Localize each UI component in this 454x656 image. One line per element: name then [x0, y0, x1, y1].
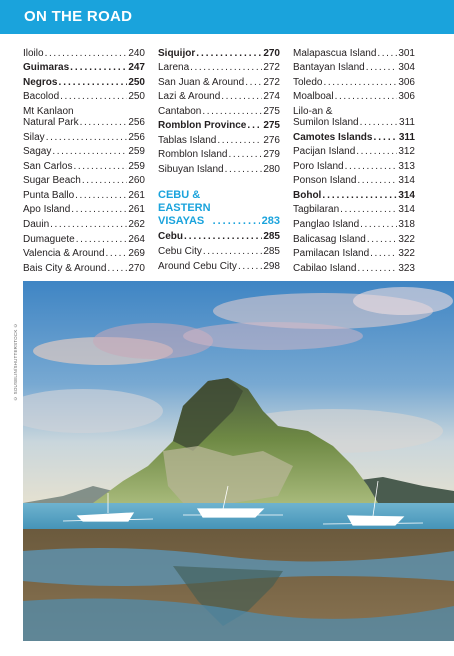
toc-entry-page: 247	[128, 62, 145, 74]
toc-entry-name: Bohol	[293, 189, 322, 201]
leader-dots	[245, 77, 262, 88]
toc-entry-page: 250	[128, 76, 145, 88]
toc-entry-page: 261	[128, 189, 145, 201]
toc-entry[interactable]	[293, 245, 415, 260]
toc-entry-name: Tablas Island	[158, 134, 217, 146]
leader-dots	[70, 62, 127, 73]
leader-dots	[238, 261, 262, 272]
toc-entry-name: Guimaras	[23, 62, 70, 74]
toc-entry[interactable]	[293, 143, 415, 158]
toc-entry-name: Silay	[23, 131, 45, 143]
toc-entry[interactable]	[158, 160, 280, 175]
toc-entry[interactable]	[158, 146, 280, 161]
toc-entry[interactable]	[293, 102, 415, 128]
toc-entry-name: Pamilacan Island	[293, 248, 370, 260]
leader-dots	[203, 246, 262, 257]
toc-entry-name: Pacijan Island	[293, 146, 356, 158]
toc-entry-name: Romblon Island	[158, 149, 228, 161]
toc-entry-page: 312	[398, 146, 415, 158]
toc-entry-name: Negros	[23, 76, 58, 88]
toc-entry[interactable]	[158, 44, 280, 59]
toc-column-3	[293, 44, 415, 274]
leader-dots	[60, 91, 127, 102]
toc-entry-name: Toledo	[293, 76, 323, 88]
toc-column-1	[23, 44, 145, 274]
leader-dots	[202, 106, 262, 117]
toc-entry[interactable]	[23, 172, 145, 187]
toc-entry[interactable]	[293, 44, 415, 59]
toc-entry-page: 298	[263, 260, 280, 272]
leader-dots	[356, 146, 397, 157]
toc-entry[interactable]	[158, 131, 280, 146]
leader-dots	[196, 48, 262, 59]
toc-entry-page: 270	[128, 262, 145, 274]
leader-dots	[73, 161, 127, 172]
toc-entry-name: Malapascua Island	[293, 47, 377, 59]
toc-entry[interactable]	[158, 102, 280, 117]
leader-dots	[71, 204, 127, 215]
leader-dots	[75, 190, 127, 201]
toc-entry[interactable]	[293, 88, 415, 103]
leader-dots	[247, 120, 262, 131]
toc-entry-name: Sibuyan Island	[158, 163, 224, 175]
toc-entry-name: San Carlos	[23, 160, 73, 172]
toc-entry-page: 272	[263, 62, 280, 74]
toc-entry[interactable]	[23, 201, 145, 216]
toc-entry[interactable]	[23, 59, 145, 74]
leader-dots	[340, 204, 397, 215]
toc-entry[interactable]	[23, 259, 145, 274]
toc-entry-page: 301	[398, 47, 415, 59]
leader-dots	[335, 91, 398, 102]
toc-entry[interactable]	[293, 215, 415, 230]
toc-entry[interactable]	[23, 215, 145, 230]
toc-entry-page: 269	[128, 248, 145, 260]
toc-entry-page: 306	[398, 76, 415, 88]
section-gap	[158, 175, 280, 189]
toc-entry-name: Lazi & Around	[158, 91, 221, 103]
toc-entry[interactable]	[23, 128, 145, 143]
section-header-bar	[0, 0, 454, 34]
toc-entry-name: Cebu	[158, 231, 183, 243]
section-title: ON THE ROAD	[24, 8, 133, 25]
toc-entry-name: Mt Kanlaon Natural Park	[23, 106, 79, 129]
toc-entry-name: Lilo-an & Sumilon Island	[293, 106, 359, 129]
leader-dots	[221, 91, 262, 102]
toc-entry-name: Iloilo	[23, 47, 44, 59]
toc-entry[interactable]	[23, 73, 145, 88]
leader-dots	[80, 117, 128, 128]
toc-column-2	[158, 44, 280, 272]
toc-entry-name: Romblon Province	[158, 120, 247, 132]
toc-entry-page: 279	[263, 149, 280, 161]
leader-dots	[107, 263, 127, 274]
toc-entry[interactable]	[158, 257, 280, 272]
toc-entry-name: Poro Island	[293, 160, 344, 172]
toc-entry-page: 256	[128, 117, 145, 129]
toc-entry-name: Bantayan Island	[293, 62, 365, 74]
toc-entry[interactable]	[23, 143, 145, 158]
leader-dots	[366, 62, 398, 73]
toc-entry-page: 318	[398, 219, 415, 231]
toc-entry-page: 262	[128, 219, 145, 231]
photo-credit: © SOUSELIN/SHUTTERSTOCK ©	[13, 322, 18, 401]
toc-entry-page: 313	[398, 160, 415, 172]
toc-entry-page: 256	[128, 131, 145, 143]
toc-entry-page: 261	[128, 204, 145, 216]
toc-entry[interactable]	[293, 128, 415, 143]
leader-dots	[50, 219, 127, 230]
toc-entry-name: Siquijor	[158, 47, 196, 59]
toc-entry[interactable]	[293, 73, 415, 88]
toc-entry-page: 259	[128, 160, 145, 172]
toc-entry[interactable]	[23, 102, 145, 128]
toc-entry-name: Moalboal	[293, 91, 334, 103]
toc-entry-page: 322	[398, 248, 415, 260]
toc-entry[interactable]	[158, 242, 280, 257]
leader-dots	[345, 161, 398, 172]
leader-dots	[228, 149, 262, 160]
toc-entry-page: 314	[398, 189, 415, 201]
toc-entry-page: 270	[263, 47, 280, 59]
toc-entry[interactable]	[23, 44, 145, 59]
leader-dots	[360, 117, 398, 128]
leader-dots	[76, 234, 128, 245]
toc-entry-name: Sagay	[23, 146, 52, 158]
toc-entry-name: Cabilao Island	[293, 262, 357, 274]
toc-entry-page: 322	[398, 233, 415, 245]
toc-entry-name: Tagbilaran	[293, 204, 340, 216]
toc-entry-name: Cebu City	[158, 246, 202, 258]
toc-entry[interactable]	[158, 117, 280, 132]
toc-entry[interactable]	[158, 228, 280, 243]
leader-dots	[323, 77, 397, 88]
toc-entry-page: 285	[263, 246, 280, 258]
landscape-photo	[23, 281, 454, 641]
leader-dots	[357, 175, 397, 186]
toc-entry[interactable]	[158, 88, 280, 103]
toc-entry-name: Cantabon	[158, 105, 202, 117]
toc-entry-page: 276	[263, 134, 280, 146]
toc-entry[interactable]	[293, 230, 415, 245]
toc-entry-name: Bais City & Around	[23, 262, 107, 274]
region-heading-name: CEBU & EASTERN VISAYAS	[158, 188, 211, 227]
toc-entry[interactable]	[158, 73, 280, 88]
leader-dots	[357, 263, 397, 274]
toc-entry-page: 260	[128, 175, 145, 187]
region-heading-page: 283	[261, 214, 280, 227]
toc-entry-name: Ponson Island	[293, 175, 357, 187]
toc-entry-name: Panglao Island	[293, 219, 360, 231]
toc-entry-name: Dauin	[23, 219, 50, 231]
leader-dots	[82, 175, 127, 186]
leader-dots	[367, 234, 397, 245]
toc-entry-name: Bacolod	[23, 91, 60, 103]
toc-entry[interactable]	[293, 172, 415, 187]
toc-entry-name: Around Cebu City	[158, 260, 237, 272]
toc-entry-page: 280	[263, 163, 280, 175]
leader-dots	[373, 132, 397, 143]
leader-dots	[52, 146, 127, 157]
toc-entry-page: 314	[398, 204, 415, 216]
toc-entry-page: 275	[263, 105, 280, 117]
toc-entry[interactable]	[293, 157, 415, 172]
toc-entry-page: 272	[263, 76, 280, 88]
leader-dots	[58, 77, 127, 88]
leader-dots	[360, 219, 397, 230]
leader-dots	[377, 48, 397, 59]
toc-entry-name: Sugar Beach	[23, 175, 81, 187]
toc-entry[interactable]	[23, 88, 145, 103]
toc-entry-name: Apo Island	[23, 204, 71, 216]
toc-entry-page: 274	[263, 91, 280, 103]
leader-dots	[46, 132, 128, 143]
toc-entry-page: 311	[398, 131, 415, 143]
toc-entry-name: Larena	[158, 62, 190, 74]
toc-entry-page: 314	[398, 175, 415, 187]
leader-dots	[213, 215, 260, 228]
toc-entry-page: 250	[128, 91, 145, 103]
leader-dots	[217, 135, 262, 146]
toc-entry[interactable]	[293, 201, 415, 216]
toc-entry-page: 285	[263, 231, 280, 243]
toc-entry-page: 306	[398, 91, 415, 103]
toc-entry-page: 240	[128, 47, 145, 59]
leader-dots	[225, 164, 263, 175]
toc-entry-page: 259	[128, 146, 145, 158]
toc-entry-name: Balicasag Island	[293, 233, 366, 245]
toc-entry-page: 323	[398, 262, 415, 274]
leader-dots	[370, 248, 397, 259]
leader-dots	[184, 231, 262, 242]
toc-entry-name: Dumaguete	[23, 233, 75, 245]
toc-entry[interactable]	[158, 59, 280, 74]
toc-entry-name: Punta Ballo	[23, 189, 75, 201]
toc-entry[interactable]	[23, 245, 145, 260]
toc-entry-name: San Juan & Around	[158, 76, 245, 88]
toc-entry-name: Camotes Islands	[293, 131, 373, 143]
region-heading[interactable]	[158, 189, 280, 228]
toc-entry-page: 275	[263, 120, 280, 132]
toc-entry[interactable]	[293, 59, 415, 74]
toc-entry[interactable]	[23, 157, 145, 172]
toc-entry-page: 311	[399, 117, 415, 129]
toc-entry[interactable]	[23, 230, 145, 245]
leader-dots	[322, 190, 397, 201]
leader-dots	[190, 62, 262, 73]
toc-entry-page: 264	[128, 233, 145, 245]
leader-dots	[45, 48, 128, 59]
toc-entry[interactable]	[23, 186, 145, 201]
toc-entry[interactable]	[293, 259, 415, 274]
leader-dots	[106, 248, 128, 259]
toc-entry[interactable]	[293, 186, 415, 201]
toc-entry-name: Valencia & Around	[23, 248, 105, 260]
toc-entry-page: 304	[398, 62, 415, 74]
